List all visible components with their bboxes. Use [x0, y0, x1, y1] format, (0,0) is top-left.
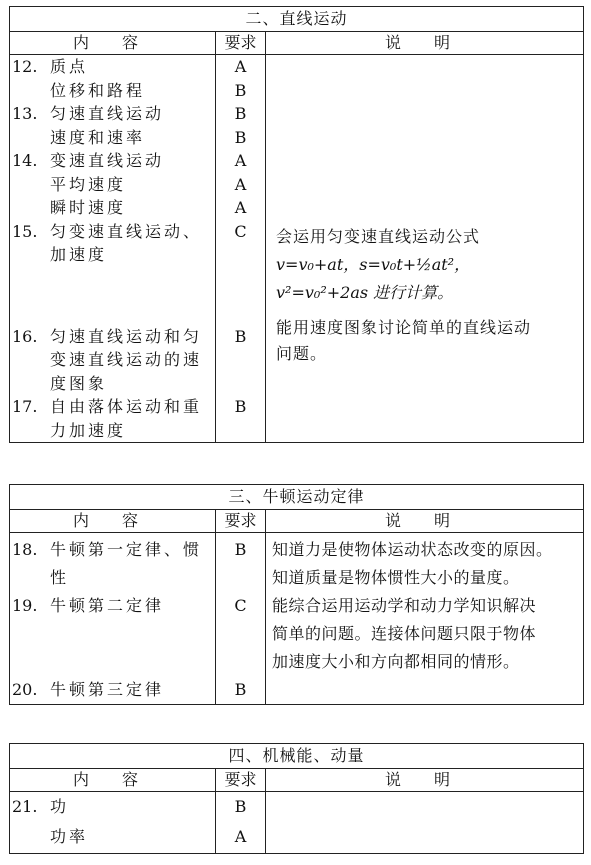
list-item: 14. 变速直线运动	[12, 151, 165, 170]
list-item: 16. 匀速直线运动和匀	[12, 326, 203, 346]
explain-column	[266, 533, 584, 705]
section-title: 四、机械能、动量	[10, 744, 584, 769]
level-column: B C B	[216, 533, 266, 705]
explain-column	[266, 55, 584, 443]
explain-column	[266, 792, 584, 854]
level-column: B A	[216, 792, 266, 854]
description-15: 会运用匀变速直线运动公式 v=v₀+at，s=v₀t+½at²， v²=v₀²+2as 进行计算。	[276, 227, 481, 302]
header-level: 要求	[216, 769, 266, 792]
section-table-energy	[9, 743, 584, 854]
list-item: 加速度	[50, 245, 108, 264]
list-item: 15. 匀变速直线运动、	[12, 221, 203, 241]
header-content: 内 容	[10, 510, 216, 533]
level-column: A B B B A A A C B B	[216, 55, 266, 443]
section-title: 三、牛顿运动定律	[10, 485, 584, 510]
description-16: 能用速度图象讨论简单的直线运动 问题。	[276, 318, 532, 363]
header-explain: 说 明	[266, 510, 584, 533]
section-table-newton	[9, 484, 584, 705]
header-explain: 说 明	[266, 769, 584, 792]
list-item: 20. 牛顿第三定律	[12, 680, 165, 699]
header-content: 内 容	[10, 769, 216, 792]
list-item: 度图象	[50, 373, 108, 393]
header-explain: 说 明	[266, 32, 584, 55]
list-item: 功率	[50, 827, 89, 846]
description-18-19: 知道力是使物体运动状态改变的原因。 知道质量是物体惯性大小的量度。 能综合运用运动学和动力学知识解决 简单的问题。连接体问题只限于物体 加速度大小和方向都相同的情形。	[272, 540, 553, 671]
list-item: 21. 功	[12, 797, 70, 816]
section-title: 二、直线运动	[10, 7, 584, 32]
header-level: 要求	[216, 510, 266, 533]
list-item: 平均速度	[50, 174, 127, 194]
list-item: 18. 牛顿第一定律、惯	[12, 540, 203, 559]
list-item: 位移和路程	[50, 80, 146, 100]
list-item: 变速直线运动的速	[50, 350, 203, 369]
content-column	[10, 533, 216, 705]
list-item: 速度和速率	[50, 127, 146, 147]
list-item: 17. 自由落体运动和重	[12, 397, 203, 416]
header-level: 要求	[216, 32, 266, 55]
list-item: 性	[50, 568, 70, 587]
list-item: 瞬时速度	[50, 198, 127, 217]
content-column	[10, 55, 216, 443]
section-table-motion	[9, 6, 584, 443]
content-column	[10, 792, 216, 854]
list-item: 力加速度	[50, 420, 127, 440]
list-item: 13. 匀速直线运动	[12, 104, 165, 123]
list-item: 12. 质点	[12, 57, 89, 76]
header-content: 内 容	[10, 32, 216, 55]
list-item: 19. 牛顿第二定律	[12, 596, 165, 615]
